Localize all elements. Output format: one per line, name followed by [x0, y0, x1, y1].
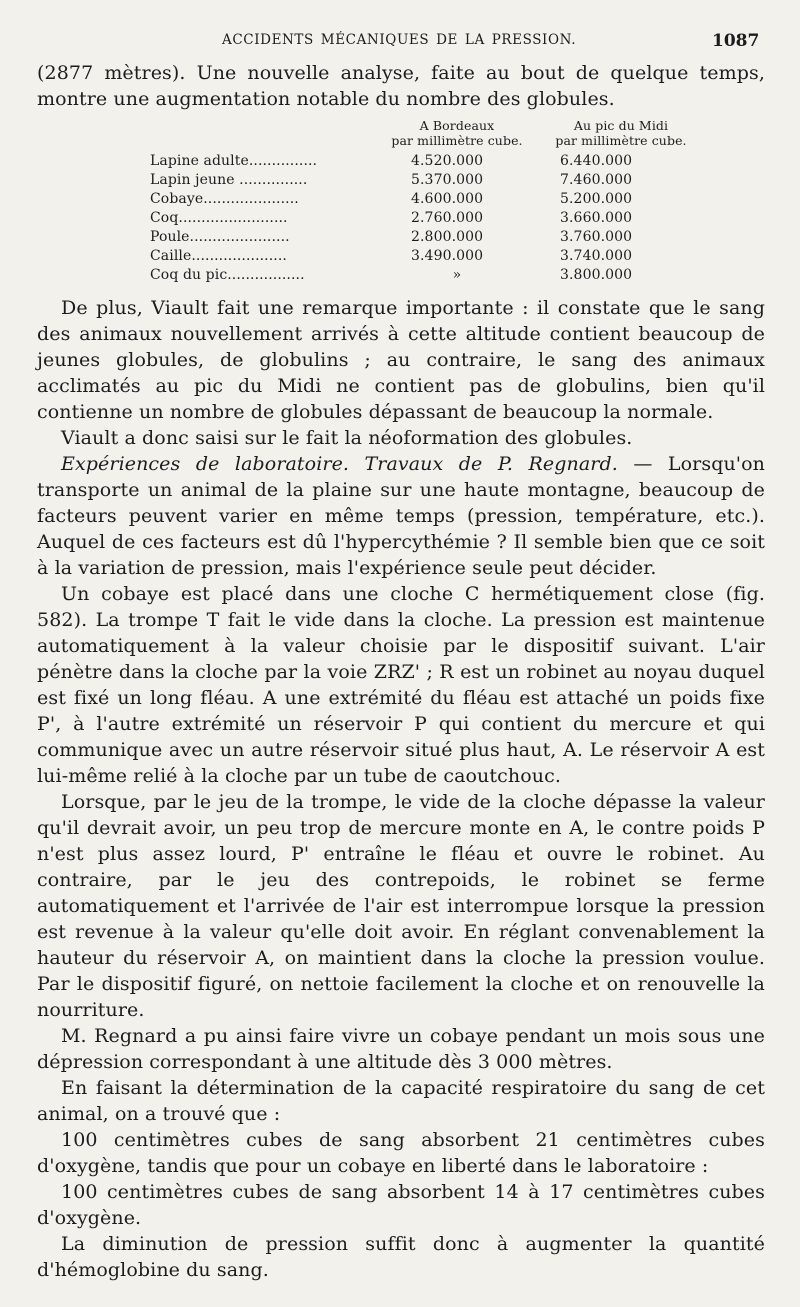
table-row: [37, 190, 765, 209]
paragraph-regnard-result: M. Regnard a pu ainsi faire vivre un cobaye pendant un mois sous une dépression correspondant à une altitude dès 3 000 mètres.: [37, 1025, 765, 1073]
row-label: Coq........................: [150, 210, 288, 226]
table-row: [37, 171, 765, 190]
paragraph-laboratory-experiments: [37, 451, 765, 581]
intro-paragraph: (2877 mètres). Une nouvelle analyse, faite au bout de quelque temps, montre une augmentation notable du nombre des globules.: [37, 62, 765, 110]
value-pic: 3.660.000: [560, 210, 633, 226]
paragraph-apparatus: Un cobaye est placé dans une cloche C hermétiquement close (fig. 582). La trompe T fait le vide dans la cloche. La pression est maintenue automatiquement à la valeur choisie par le dispositif suivant. L'air pénètre dans la cloche par la voie ZRZ' ; R est un robinet au noyau duquel est fixé un long fléau. A une extrémité du fléau est attaché un poids fixe P', à l'autre extrémité un réservoir P qui contient du mercure et qui communique avec un autre réservoir situé plus haut, A. Le réservoir A est lui-même relié à la cloche par un tube de caoutchouc.: [37, 583, 765, 787]
column-header-bordeaux: A Bordeaux par millimètre cube.: [391, 118, 523, 148]
value-pic: 3.740.000: [560, 248, 633, 264]
value-bordeaux: 3.490.000: [411, 248, 484, 264]
running-title: ACCIDENTS MÉCANIQUES DE LA PRESSION.: [222, 32, 577, 48]
value-bordeaux: »: [452, 267, 462, 283]
running-header: [0, 32, 800, 52]
value-bordeaux: 2.800.000: [411, 229, 484, 245]
row-label: Cobaye.....................: [150, 191, 299, 207]
column-header-pic-du-midi: Au pic du Midi par millimètre cube.: [555, 118, 687, 148]
value-bordeaux: 5.370.000: [411, 172, 484, 188]
value-bordeaux: 2.760.000: [411, 210, 484, 226]
value-bordeaux: 4.600.000: [411, 191, 484, 207]
row-label: Poule......................: [150, 229, 290, 245]
value-bordeaux: 4.520.000: [411, 153, 484, 169]
table-row: [37, 152, 765, 171]
value-pic: 3.760.000: [560, 229, 633, 245]
row-label: Coq du pic.................: [150, 267, 305, 283]
paragraph-conclusion: La diminution de pression suffit donc à augmenter la quantité d'hémoglobine du sang.: [37, 1233, 765, 1281]
value-pic: 3.800.000: [560, 267, 633, 283]
paragraph-laboratory-text: — Lorsqu'on transporte un animal de la plaine sur une haute montagne, beaucoup de facteurs peuvent varier en même temps (pression, température, etc.). Auquel de ces facteurs est dû l'hypercythémie ? Il semble bien que ce soit à la variation de pression, mais l'expérience seule peut décider.: [37, 453, 766, 579]
table-row: [37, 228, 765, 247]
table-header: [37, 118, 765, 152]
section-heading-italic: Expériences de laboratoire. Travaux de P. Regnard.: [61, 453, 618, 475]
paragraph-oxygen-21: 100 centimètres cubes de sang absorbent 21 centimètres cubes d'oxygène, tandis que pour un cobaye en liberté dans le laboratoire :: [37, 1129, 765, 1177]
paragraph-oxygen-14-17: 100 centimètres cubes de sang absorbent 14 à 17 centimètres cubes d'oxygène.: [37, 1181, 765, 1229]
table-row: [37, 247, 765, 266]
value-pic: 7.460.000: [560, 172, 633, 188]
row-label: Caille.....................: [150, 248, 287, 264]
page-number: 1087: [712, 31, 760, 51]
paragraph-neoformation: Viault a donc saisi sur le fait la néoformation des globules.: [61, 427, 633, 449]
table-row: [37, 209, 765, 228]
row-label: Lapine adulte...............: [150, 153, 318, 169]
paragraph-globulins: De plus, Viault fait une remarque importante : il constate que le sang des animaux nouvellement arrivés à cette altitude contient beaucoup de jeunes globules, de globulins ; au contraire, le sang des animaux acclimatés au pic du Midi ne contient pas de globulins, bien qu'il contienne un nombre de globules dépassant de beaucoup la normale.: [37, 297, 765, 423]
value-pic: 6.440.000: [560, 153, 633, 169]
row-label: Lapin jeune ...............: [150, 172, 308, 188]
paragraph-respiratory-capacity: En faisant la détermination de la capacité respiratoire du sang de cet animal, on a trouvé que :: [37, 1077, 765, 1125]
value-pic: 5.200.000: [560, 191, 633, 207]
globule-count-table: [37, 118, 765, 285]
body-text: [37, 60, 765, 1283]
table-row: [37, 266, 765, 285]
paragraph-mechanism: Lorsque, par le jeu de la trompe, le vide de la cloche dépasse la valeur qu'il devrait avoir, un peu trop de mercure monte en A, le contre poids P n'est plus assez lourd, P' entraîne le fléau et ouvre le robinet. Au contraire, par le jeu des contrepoids, le robinet se ferme automatiquement et l'arrivée de l'air est interrompue lorsque la pression est revenue à la valeur qu'elle doit avoir. En réglant convenablement la hauteur du réservoir A, on maintient dans la cloche la pression voulue. Par le dispositif figuré, on nettoie facilement la cloche et on renouvelle la nourriture.: [37, 791, 765, 1021]
